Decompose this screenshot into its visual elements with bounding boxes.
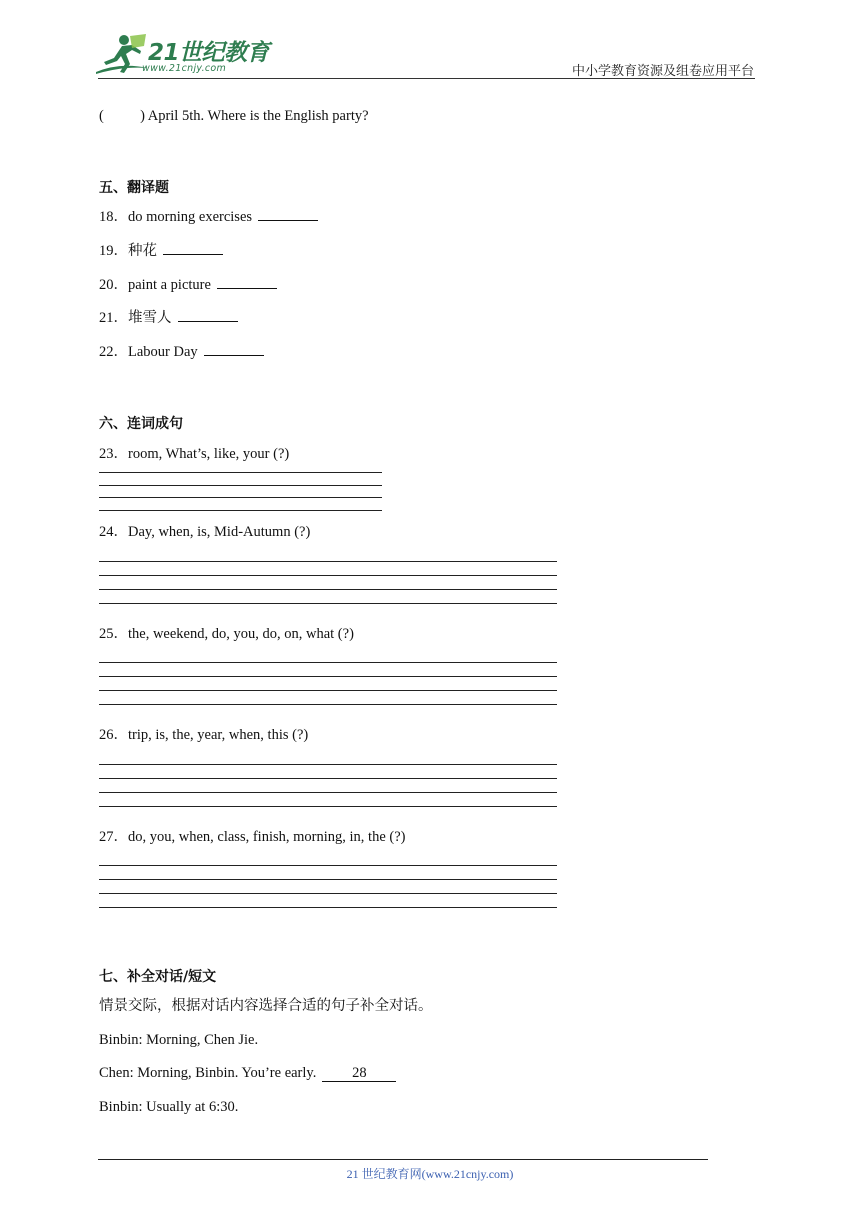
answer-line[interactable] bbox=[99, 575, 557, 576]
dialog-line: Binbin: Usually at 6:30. bbox=[99, 1099, 239, 1115]
question-text: do, you, when, class, finish, morning, in, the (?) bbox=[128, 829, 406, 845]
question-17-tail: ( ) April 5th. Where is the English party? bbox=[99, 108, 369, 124]
answer-line[interactable] bbox=[99, 497, 382, 498]
answer-line[interactable] bbox=[99, 472, 382, 473]
question-24 bbox=[99, 523, 310, 541]
answer-line[interactable] bbox=[99, 704, 557, 705]
section-heading-dialogue: 七、补全对话/短文 bbox=[99, 969, 217, 985]
site-logo bbox=[94, 32, 270, 78]
question-text: do morning exercises bbox=[128, 209, 253, 225]
question-number: 24． bbox=[99, 524, 128, 540]
answer-line[interactable] bbox=[99, 893, 557, 894]
answer-blank[interactable] bbox=[258, 208, 318, 221]
dialog-line: Binbin: Morning, Chen Jie. bbox=[99, 1032, 259, 1048]
answer-blank[interactable] bbox=[204, 343, 264, 356]
question-18 bbox=[99, 208, 318, 226]
answer-line[interactable] bbox=[99, 603, 557, 604]
question-number: 25． bbox=[99, 626, 128, 642]
answer-blank-28[interactable]: 28 bbox=[322, 1066, 396, 1082]
answer-line[interactable] bbox=[99, 879, 557, 880]
dialog-text: Chen: Morning, Binbin. You’re early. bbox=[99, 1065, 317, 1081]
question-number: 19． bbox=[99, 243, 128, 259]
question-text: Day, when, is, Mid-Autumn (?) bbox=[128, 524, 311, 540]
question-number: 23． bbox=[99, 446, 128, 462]
question-number: 21． bbox=[99, 310, 128, 326]
question-20 bbox=[99, 276, 277, 294]
answer-blank[interactable] bbox=[178, 309, 238, 322]
question-27 bbox=[99, 828, 405, 846]
answer-blank[interactable] bbox=[217, 276, 277, 289]
answer-line[interactable] bbox=[99, 907, 557, 908]
question-text: room, What’s, like, your (?) bbox=[128, 446, 290, 462]
footer-divider bbox=[98, 1159, 708, 1160]
answer-line[interactable] bbox=[99, 865, 557, 866]
question-26 bbox=[99, 726, 308, 744]
section-instruction: 情景交际，根据对话内容选择合适的句子补全对话。 bbox=[99, 998, 433, 1014]
question-23 bbox=[99, 445, 289, 463]
question-number: 22． bbox=[99, 344, 128, 360]
answer-line[interactable] bbox=[99, 485, 382, 486]
dialog-line bbox=[99, 1064, 396, 1082]
section-heading-sentence-building: 六、连词成句 bbox=[99, 416, 183, 432]
question-text: the, weekend, do, you, do, on, what (?) bbox=[128, 626, 354, 642]
section-heading-translation: 五、翻译题 bbox=[99, 180, 169, 196]
answer-blank[interactable] bbox=[163, 242, 223, 255]
logo-url: www.21cnjy.com bbox=[142, 63, 227, 74]
header-divider bbox=[98, 78, 755, 79]
question-text: paint a picture bbox=[128, 277, 211, 293]
answer-line[interactable] bbox=[99, 589, 557, 590]
answer-line[interactable] bbox=[99, 510, 382, 511]
question-text: Labour Day bbox=[128, 344, 198, 360]
header-tagline: 中小学教育资源及组卷应用平台 bbox=[571, 63, 754, 78]
footer-link[interactable]: 21 世纪教育网(www.21cnjy.com) bbox=[346, 1167, 514, 1181]
question-text: 种花 bbox=[128, 243, 157, 259]
answer-line[interactable] bbox=[99, 690, 557, 691]
answer-line[interactable] bbox=[99, 778, 557, 779]
answer-line[interactable] bbox=[99, 561, 557, 562]
question-number: 20． bbox=[99, 277, 128, 293]
answer-line[interactable] bbox=[99, 806, 557, 807]
question-text: 堆雪人 bbox=[128, 310, 172, 326]
question-21 bbox=[99, 309, 238, 327]
answer-line[interactable] bbox=[99, 662, 557, 663]
question-number: 27． bbox=[99, 829, 128, 845]
question-text: trip, is, the, year, when, this (?) bbox=[128, 727, 309, 743]
logo-wordmark: 21世纪教育 bbox=[148, 40, 270, 66]
answer-line[interactable] bbox=[99, 676, 557, 677]
answer-line[interactable] bbox=[99, 764, 557, 765]
answer-line[interactable] bbox=[99, 792, 557, 793]
question-22 bbox=[99, 343, 264, 361]
question-number: 26． bbox=[99, 727, 128, 743]
question-number: 18． bbox=[99, 209, 128, 225]
question-25 bbox=[99, 625, 354, 643]
question-19 bbox=[99, 242, 223, 260]
